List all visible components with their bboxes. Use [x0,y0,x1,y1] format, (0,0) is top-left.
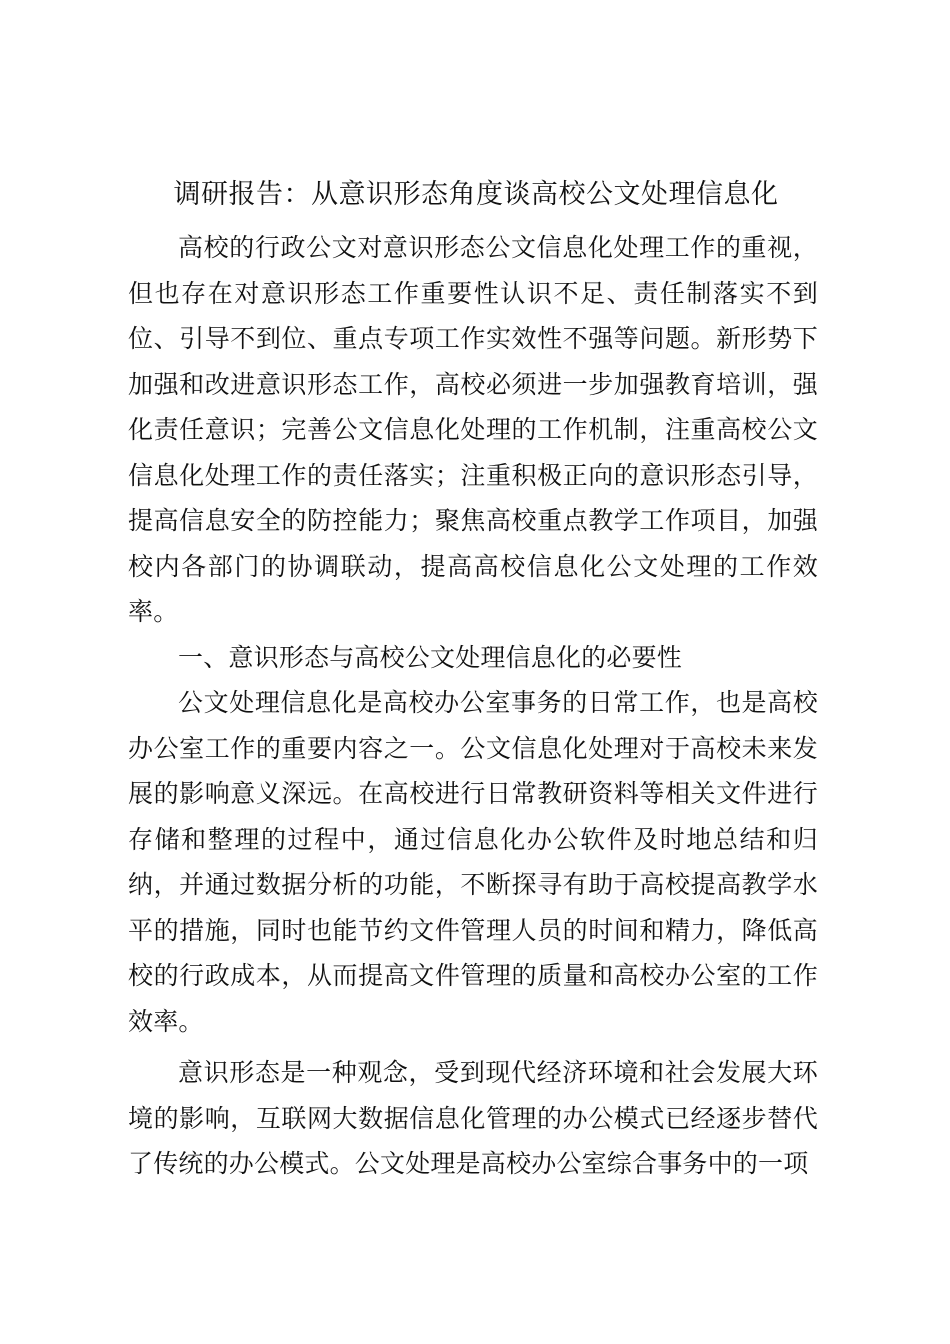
section-heading-1: 一、意识形态与高校公文处理信息化的必要性 [178,642,683,672]
document-body [128,225,818,1187]
paragraph-section-1-b: 意识形态是一种观念，受到现代经济环境和社会发展大环境的影响，互联网大数据信息化管理的办公模式已经逐步替代了传统的办公模式。公文处理是高校办公室综合事务中的一项 [128,1058,818,1178]
document-title: 调研报告：从意识形态角度谈高校公文处理信息化 [173,179,779,210]
paragraph-section-1-a: 公文处理信息化是高校办公室事务的日常工作，也是高校办公室工作的重要内容之一。公文信息化处理对于高校未来发展的影响意义深远。在高校进行日常教研资料等相关文件进行存储和整理的过程中，通过信息化办公软件及时地总结和归纳，并通过数据分析的功能，不断探寻有助于高校提高教学水平的措施，同时也能节约文件管理人员的时间和精力，降低高校的行政成本，从而提高文件管理的质量和高校办公室的工作效率。 [128,688,818,1036]
paragraph-intro: 高校的行政公文对意识形态公文信息化处理工作的重视，但也存在对意识形态工作重要性认识不足、责任制落实不到位、引导不到位、重点专项工作实效性不强等问题。新形势下加强和改进意识形态工作，高校必须进一步加强教育培训，强化责任意识；完善公文信息化处理的工作机制，注重高校公文信息化处理工作的责任落实；注重积极正向的意识形态引导，提高信息安全的防控能力；聚焦高校重点教学工作项目，加强校内各部门的协调联动，提高高校信息化公文处理的工作效率。 [128,233,818,626]
